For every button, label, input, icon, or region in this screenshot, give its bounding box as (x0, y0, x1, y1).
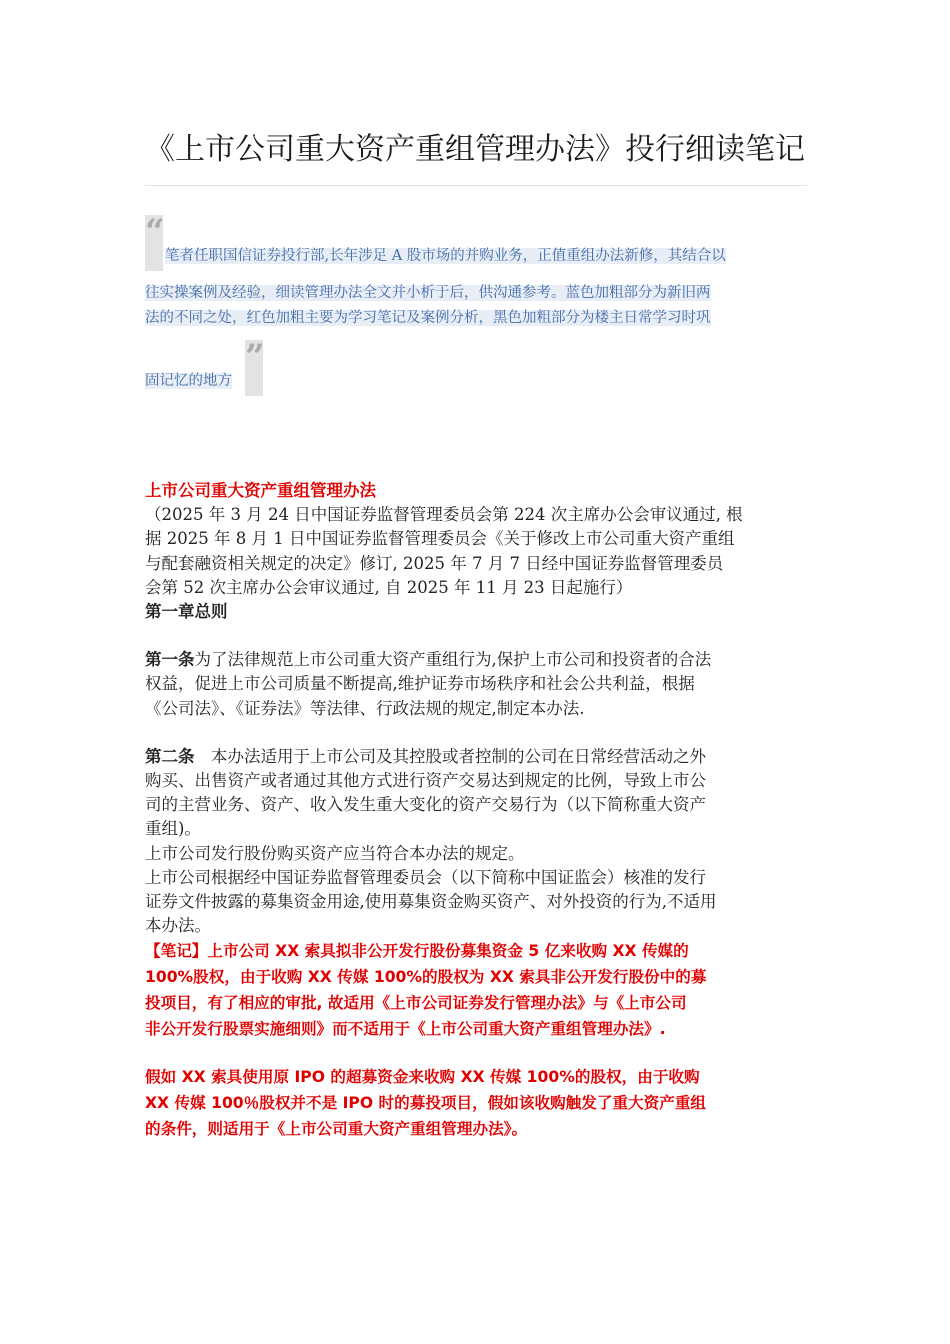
note-1-line: 【笔记】上市公司 XX 索具拟非公开发行股份募集资金 5 亿来收购 XX 传媒的 (145, 942, 689, 961)
law-section (145, 479, 815, 1142)
note-1-line: 投项目，有了相应的审批, 故适用《上市公司证券发行管理办法》与《上市公司 (145, 994, 687, 1013)
note-2-line: 的条件，则适用于《上市公司重大资产重组管理办法》。 (145, 1120, 528, 1139)
article-2-text: 重组)。 (145, 819, 201, 839)
close-quote-icon: ” (245, 340, 263, 396)
article-2-text: 上市公司根据经中国证券监督管理委员会（以下简称中国证监会）核准的发行 (145, 867, 706, 887)
law-title: 上市公司重大资产重组管理办法 (145, 481, 376, 500)
note-1-line: 100%股权，由于收购 XX 传媒 100%的股权为 XX 索具非公开发行股份中的募 (145, 968, 707, 987)
quote-line: 法的不同之处，红色加粗主要为学习笔记及案例分析，黑色加粗部分为楼主日常学习时巩 (145, 310, 711, 326)
article-2-text: 上市公司发行股份购买资产应当符合本办法的规定。 (145, 843, 525, 863)
quote-line: 笔者任职国信证券投行部,长年涉足 A 股市场的并购业务，正值重组办法新修，其结合以 (165, 248, 726, 264)
article-2 (145, 745, 815, 769)
title-divider (145, 185, 807, 186)
quote-line: 固记忆的地方 (145, 373, 232, 389)
article-1-heading: 第一条 (145, 650, 195, 670)
open-quote-icon: “ (145, 215, 163, 271)
article-2-heading: 第二条 (145, 746, 195, 766)
page-title: 《上市公司重大资产重组管理办法》投行细读笔记 (145, 132, 805, 167)
article-2-text: 本办法。 (145, 916, 211, 936)
article-2-text: 司的主营业务、资产、收入发生重大变化的资产交易行为（以下简称重大资产 (145, 795, 706, 815)
note-2-line: 假如 XX 索具使用原 IPO 的超募资金来收购 XX 传媒 100%的股权，由于收购 (145, 1068, 700, 1087)
article-1-text: 权益，促进上市公司质量不断提高,维护证券市场秩序和社会公共利益，根据 (145, 674, 695, 694)
article-1-text: 《公司法》、《证券法》等法律、行政法规的规定,制定本办法. (145, 698, 585, 718)
quote-line: 往实操案例及经验，细读管理办法全文并小析于后，供沟通参考。蓝色加粗部分为新旧两 (145, 285, 711, 301)
article-1-text: 为了法律规范上市公司重大资产重组行为,保护上市公司和投资者的合法 (194, 650, 712, 670)
article-2-text: 本办法适用于上市公司及其控股或者控制的公司在日常经营活动之外 (194, 746, 706, 766)
note-1-line: 非公开发行股票实施细则》而不适用于《上市公司重大资产重组管理办法》. (145, 1020, 666, 1039)
law-note-line: 据 2025 年 8 月 1 日中国证券监督管理委员会《关于修改上市公司重大资产重组 (145, 529, 735, 549)
law-note-line: 会第 52 次主席办公会审议通过, 自 2025 年 11 月 23 日起施行） (145, 577, 633, 597)
article-2-text: 购买、出售资产或者通过其他方式进行资产交易达到规定的比例，导致上市公 (145, 771, 706, 791)
law-note-line: （2025 年 3 月 24 日中国证券监督管理委员会第 224 次主席办公会审议通过, 根 (145, 505, 743, 525)
article-1 (145, 648, 815, 672)
note-2-line: XX 传媒 100％股权并不是 IPO 时的募投项目，假如该收购触发了重大资产重组 (145, 1094, 707, 1113)
chapter-heading: 第一章总则 (145, 602, 228, 622)
law-note-line: 与配套融资相关规定的决定》修订, 2025 年 7 月 7 日经中国证券监督管理委员 (145, 553, 724, 573)
article-2-text: 证券文件披露的募集资金用途,使用募集资金购买资产、对外投资的行为,不适用 (145, 892, 717, 912)
